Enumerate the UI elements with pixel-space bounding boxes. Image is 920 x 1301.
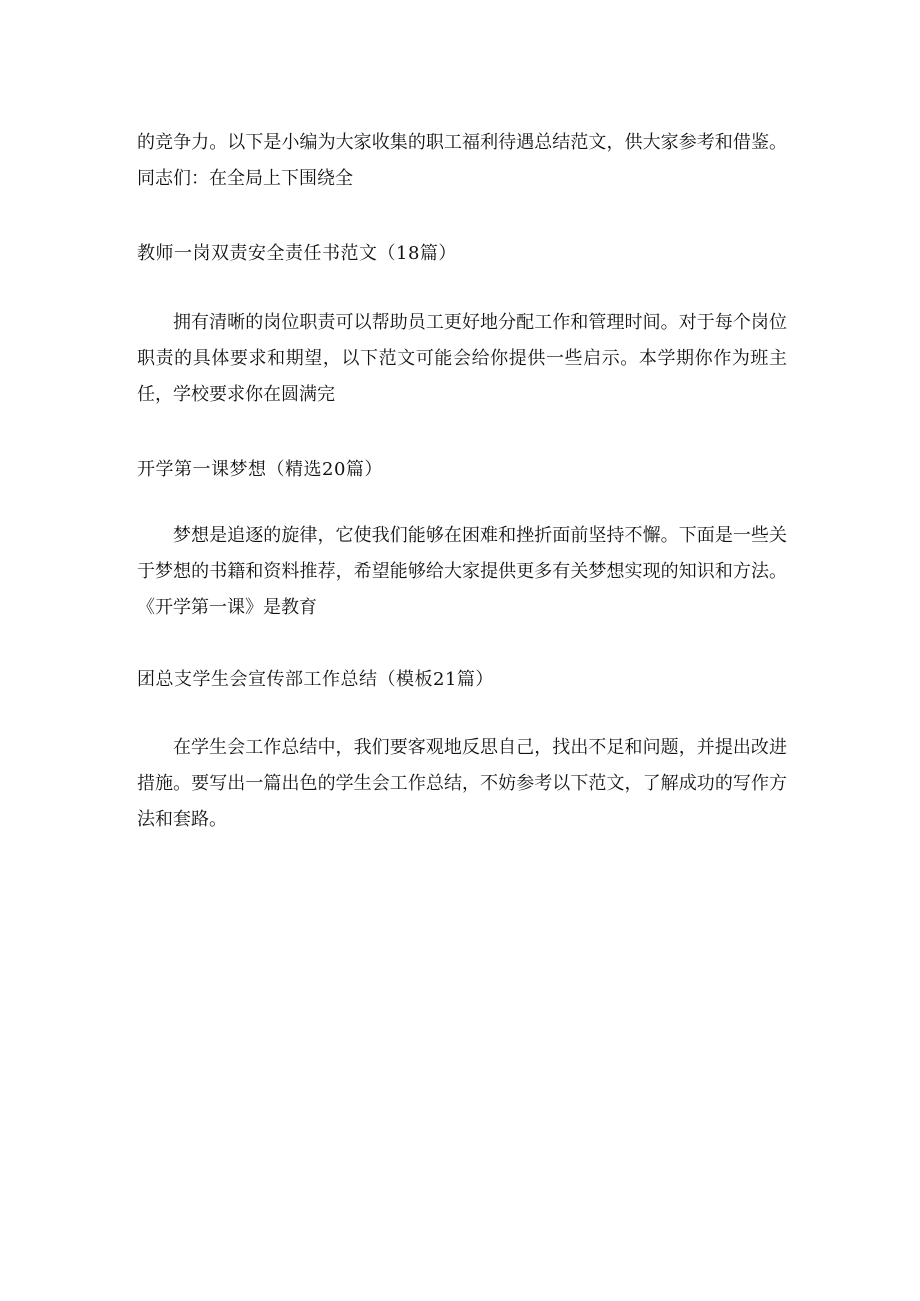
intro-text: 的竞争力。以下是小编为大家收集的职工福利待遇总结范文，供大家参考和借鉴。同志们：在全局上下围绕全: [137, 132, 787, 189]
article-summary-2: 梦想是追逐的旋律，它使我们能够在困难和挫折面前坚持不懈。下面是一些关于梦想的书籍和资料推荐，希望能够给大家提供更多有关梦想实现的知识和方法。《开学第一课》是教育: [137, 525, 787, 618]
article-title-2[interactable]: 开学第一课梦想（精选20篇）: [137, 459, 383, 480]
article-title-3[interactable]: 团总支学生会宣传部工作总结（模板21篇）: [137, 669, 494, 690]
article-summary-1: 拥有清晰的岗位职责可以帮助员工更好地分配工作和管理时间。对于每个岗位职责的具体要求和期望，以下范文可能会给你提供一些启示。本学期你作为班主任，学校要求你在圆满完: [137, 312, 787, 405]
article-title-1[interactable]: 教师一岗双责安全责任书范文（18篇）: [137, 243, 457, 264]
article-summary-3: 在学生会工作总结中，我们要客观地反思自己，找出不足和问题，并提出改进措施。要写出一篇出色的学生会工作总结，不妨参考以下范文，了解成功的写作方法和套路。: [137, 737, 787, 830]
